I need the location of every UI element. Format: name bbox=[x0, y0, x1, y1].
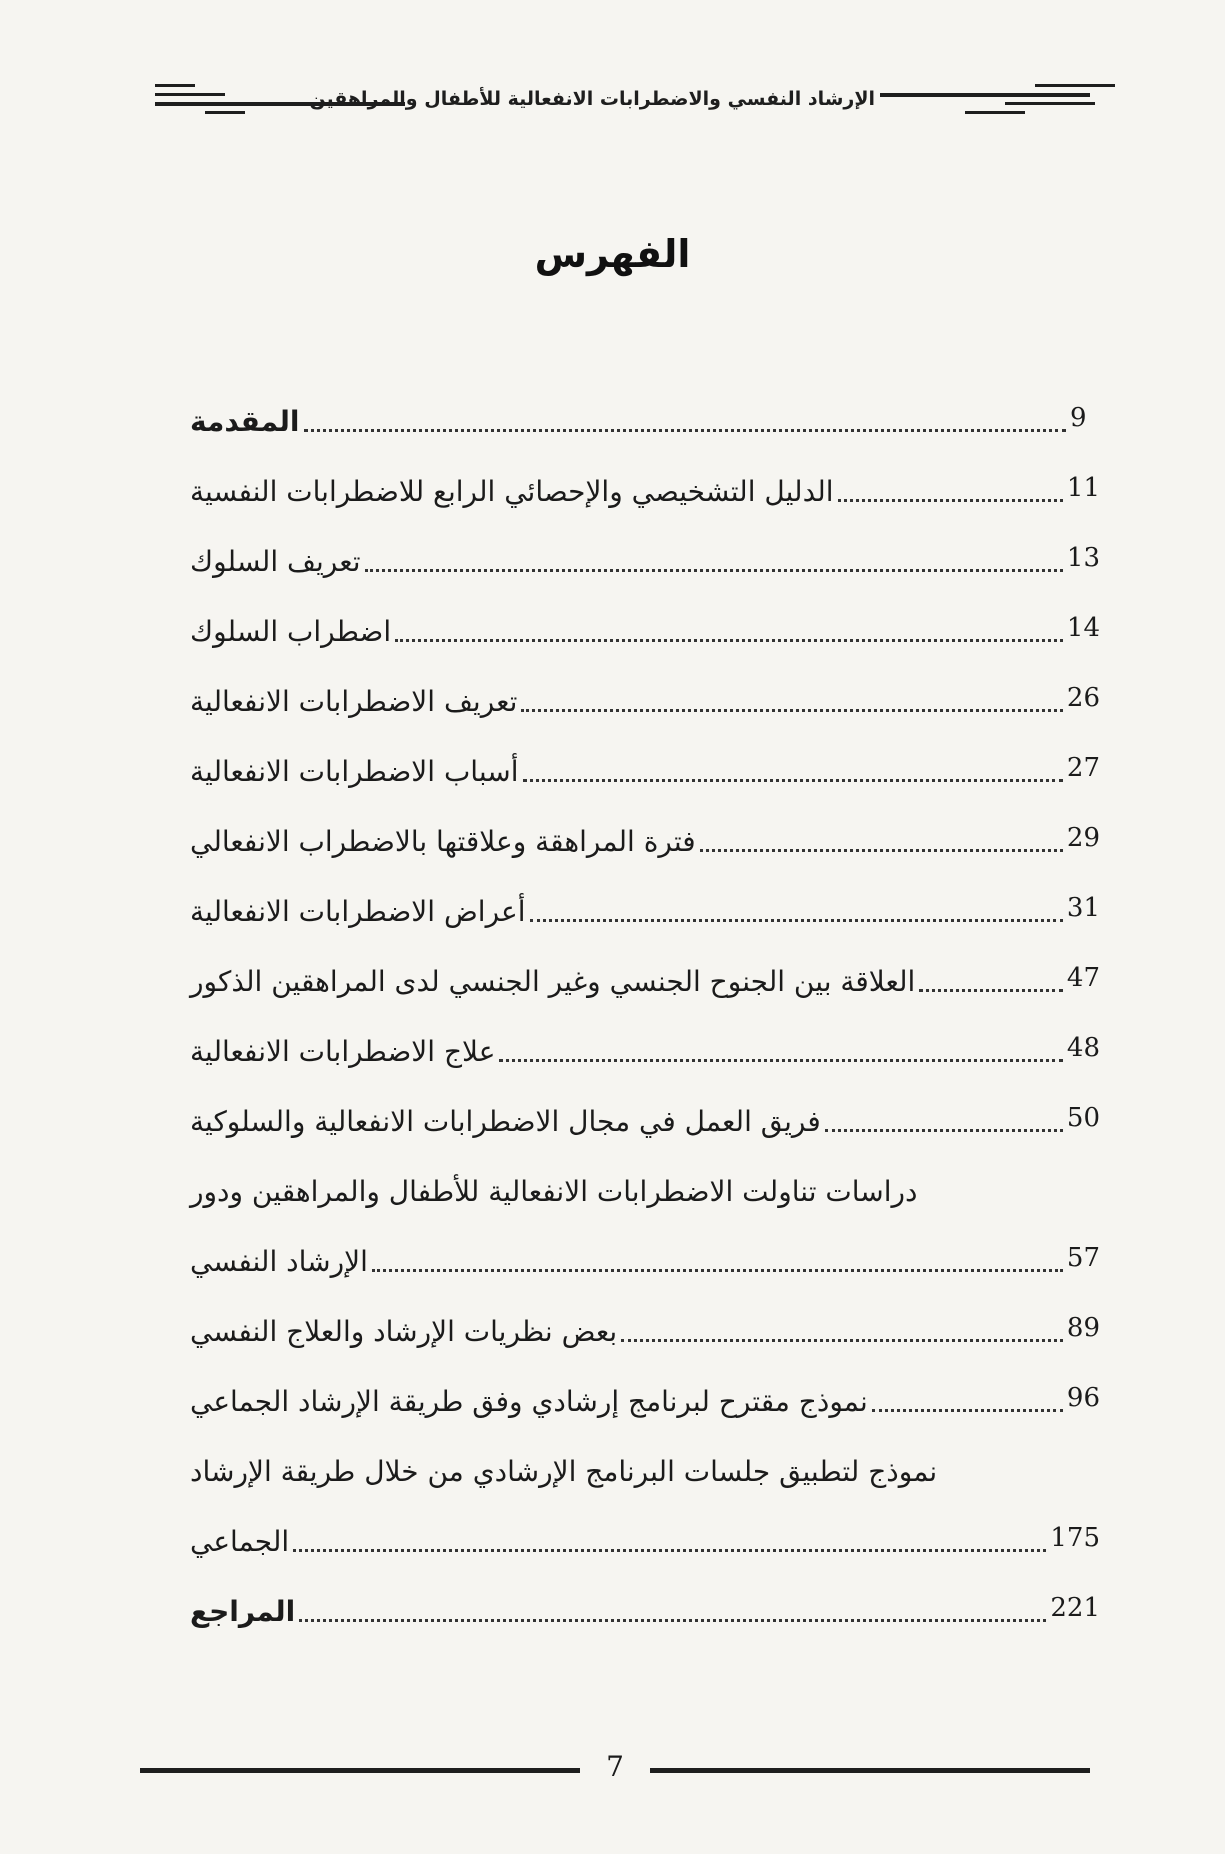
toc-page-number: 50 bbox=[1066, 1103, 1100, 1133]
toc-entry-line1[interactable] bbox=[190, 1150, 1100, 1220]
toc-page-number: 48 bbox=[1066, 1033, 1100, 1063]
header-rule bbox=[880, 93, 1090, 97]
toc-entry-title: نموذج لتطبيق جلسات البرنامج الإرشادي من خلال طريقة الإرشاد bbox=[190, 1455, 938, 1488]
dot-leader bbox=[872, 1409, 1063, 1412]
footer-rule bbox=[650, 1768, 1090, 1773]
toc-entry-line1[interactable] bbox=[190, 1430, 1100, 1500]
toc-page-number: 47 bbox=[1066, 963, 1100, 993]
toc-entry-title: تعريف الاضطرابات الانفعالية bbox=[190, 685, 518, 718]
toc-page-number: 27 bbox=[1066, 753, 1100, 783]
dot-leader bbox=[621, 1339, 1063, 1342]
dot-leader bbox=[523, 779, 1063, 782]
toc-page-number: 96 bbox=[1066, 1383, 1100, 1413]
dot-leader bbox=[521, 709, 1062, 712]
toc-page-number: 9 bbox=[1070, 403, 1087, 433]
toc-list bbox=[190, 380, 1100, 1640]
dot-leader bbox=[365, 569, 1063, 572]
toc-entry-title: الدليل التشخيصي والإحصائي الرابع للاضطرابات النفسية bbox=[190, 475, 834, 508]
toc-entry[interactable] bbox=[190, 590, 1100, 660]
toc-entry[interactable] bbox=[190, 1080, 1100, 1150]
toc-entry-title: الإرشاد النفسي bbox=[190, 1245, 368, 1278]
toc-entry[interactable] bbox=[190, 1290, 1100, 1360]
toc-entry[interactable] bbox=[190, 380, 1100, 450]
toc-page-number: 175 bbox=[1050, 1523, 1100, 1553]
header-rule bbox=[155, 93, 225, 96]
footer-rule bbox=[140, 1768, 580, 1773]
toc-entry[interactable] bbox=[190, 1360, 1100, 1430]
running-header bbox=[155, 84, 1115, 134]
toc-entry-title: نموذج مقترح لبرنامج إرشادي وفق طريقة الإرشاد الجماعي bbox=[190, 1385, 868, 1418]
toc-entry-title: أسباب الاضطرابات الانفعالية bbox=[190, 755, 519, 788]
dot-leader bbox=[919, 989, 1063, 992]
header-rule bbox=[1035, 84, 1115, 87]
header-rule bbox=[965, 111, 1025, 114]
page-number: 7 bbox=[606, 1750, 624, 1783]
toc-page-number: 14 bbox=[1066, 613, 1100, 643]
toc-entry[interactable] bbox=[190, 1220, 1100, 1290]
toc-entry-title: بعض نظريات الإرشاد والعلاج النفسي bbox=[190, 1315, 618, 1348]
toc-entry[interactable] bbox=[190, 940, 1100, 1010]
toc-entry-title: تعريف السلوك bbox=[190, 545, 361, 578]
toc-entry[interactable] bbox=[190, 730, 1100, 800]
dot-leader bbox=[395, 639, 1063, 642]
toc-entry[interactable] bbox=[190, 1010, 1100, 1080]
toc-entry-title: علاج الاضطرابات الانفعالية bbox=[190, 1035, 496, 1068]
header-rule bbox=[205, 111, 245, 114]
toc-entry-title: فترة المراهقة وعلاقتها بالاضطراب الانفعالي bbox=[190, 825, 696, 858]
toc-page-number: 11 bbox=[1066, 473, 1100, 503]
toc-entry[interactable] bbox=[190, 870, 1100, 940]
toc-entry[interactable] bbox=[190, 520, 1100, 590]
dot-leader bbox=[293, 1549, 1046, 1552]
dot-leader bbox=[825, 1129, 1063, 1132]
toc-entry-title: الجماعي bbox=[190, 1525, 290, 1558]
toc-entry-title: المراجع bbox=[190, 1595, 296, 1628]
dot-leader bbox=[299, 1619, 1046, 1622]
toc-page-number: 89 bbox=[1066, 1313, 1100, 1343]
toc-entry[interactable] bbox=[190, 1570, 1100, 1640]
toc-entry-title: فريق العمل في مجال الاضطرابات الانفعالية والسلوكية bbox=[190, 1105, 821, 1138]
toc-entry[interactable] bbox=[190, 800, 1100, 870]
dot-leader bbox=[530, 919, 1063, 922]
dot-leader bbox=[304, 429, 1066, 432]
toc-page-number: 221 bbox=[1050, 1593, 1100, 1623]
dot-leader bbox=[499, 1059, 1062, 1062]
toc-entry-title: أعراض الاضطرابات الانفعالية bbox=[190, 895, 526, 928]
toc-page-number: 57 bbox=[1066, 1243, 1100, 1273]
header-rule bbox=[1005, 102, 1095, 105]
toc-entry[interactable] bbox=[190, 450, 1100, 520]
toc-entry[interactable] bbox=[190, 660, 1100, 730]
dot-leader bbox=[372, 1269, 1063, 1272]
toc-page-number: 31 bbox=[1066, 893, 1100, 923]
toc-title: الفهرس bbox=[534, 232, 691, 276]
dot-leader bbox=[838, 499, 1063, 502]
toc-entry-title: اضطراب السلوك bbox=[190, 615, 392, 648]
header-rule bbox=[155, 84, 195, 87]
page-footer bbox=[140, 1750, 1090, 1790]
toc-entry-title: العلاقة بين الجنوح الجنسي وغير الجنسي لدى المراهقين الذكور bbox=[190, 965, 916, 998]
toc-entry[interactable] bbox=[190, 1500, 1100, 1570]
toc-page-number: 13 bbox=[1066, 543, 1100, 573]
toc-page-number: 29 bbox=[1066, 823, 1100, 853]
toc-entry-title: دراسات تناولت الاضطرابات الانفعالية للأطفال والمراهقين ودور bbox=[190, 1175, 918, 1208]
toc-page-number: 26 bbox=[1066, 683, 1100, 713]
dot-leader bbox=[700, 849, 1063, 852]
running-title: الإرشاد النفسي والاضطرابات الانفعالية للأطفال والمراهقين bbox=[309, 88, 875, 110]
toc-entry-title: المقدمة bbox=[190, 405, 300, 438]
